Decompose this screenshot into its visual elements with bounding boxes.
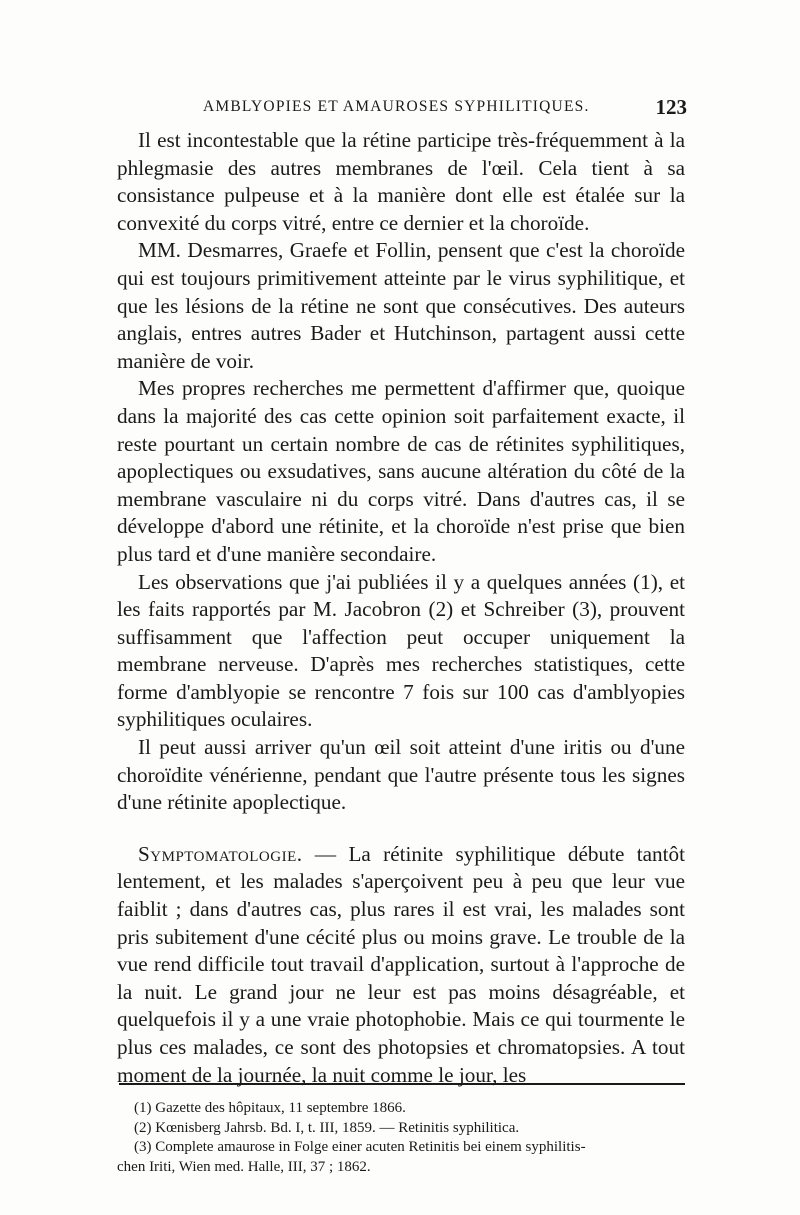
body-text xyxy=(117,127,685,1089)
footnote: (2) Kœnisberg Jahrsb. Bd. I, t. III, 1859. — Retinitis syphilitica. xyxy=(134,1119,520,1136)
paragraph: MM. Desmarres, Graefe et Follin, pensent que c'est la choroïde qui est toujours primitivement atteinte par le virus syphilitique, et que les lésions de la rétine ne sont que consécutives. Des auteurs anglais, entres autres Bader et Hutchinson, partagent aussi cette manière de voir. xyxy=(117,238,685,373)
paragraph: Les observations que j'ai publiées il y a quelques années (1), et les faits rapportés par M. Jacobron (2) et Schreiber (3), prouvent suffisamment que l'affection peut occuper uniquement la membrane nerveuse. D'après mes recherches statistiques, cette forme d'amblyopie se rencontre 7 fois sur 100 cas d'amblyopies syphilitiques oculaires. xyxy=(117,569,685,732)
section-dash: — xyxy=(302,841,349,866)
footnote-rule xyxy=(119,1083,685,1085)
section-heading: Symptomatologie. xyxy=(138,841,303,866)
page-number: 123 xyxy=(655,95,687,119)
footnote: (3) Complete amaurose in Folge einer acuten Retinitis bei einem syphilitis- xyxy=(134,1139,586,1155)
paragraph: Il est incontestable que la rétine participe très-fréquemment à la phlegmasie des autres membranes de l'œil. Cela tient à sa consistance pulpeuse et à la manière dont elle est étalée sur la convexité du corps vitré, entre ce dernier et la choroïde. xyxy=(117,128,685,235)
footnotes xyxy=(117,1099,685,1177)
page-header xyxy=(117,96,687,126)
footnote-continuation: chen Iriti, Wien med. Halle, III, 37 ; 1862. xyxy=(117,1158,371,1175)
symptom-paragraph xyxy=(117,841,685,1089)
paragraph: Mes propres recherches me permettent d'affirmer que, quoique dans la majorité des cas cette opinion soit parfaitement exacte, il reste pourtant un certain nombre de cas de rétinites syphilitiques, apoplectiques ou exsudatives, sans aucune altération du côté de la membrane vasculaire ni du corps vitré. Dans d'autres cas, il se développe d'abord une rétinite, et la choroïde n'est prise que bien plus tard et d'une manière secondaire. xyxy=(117,376,685,566)
footnote: (1) Gazette des hôpitaux, 11 septembre 1866. xyxy=(134,1100,406,1116)
running-title: AMBLYOPIES ET AMAUROSES SYPHILITIQUES. xyxy=(203,98,590,115)
paragraph: Il peut aussi arriver qu'un œil soit atteint d'une iritis ou d'une choroïdite vénérienne, pendant que l'autre présente tous les signes d'une rétinite apoplectique. xyxy=(117,735,685,815)
section-text: La rétinite syphilitique débute tantôt lentement, et les malades s'aperçoivent peu à peu que leur vue faiblit ; dans d'autres cas, plus rares il est vrai, les malades sont pris subitement d'une cécité plus ou moins grave. Le trouble de la vue rend difficile tout travail d'application, surtout à l'approche de la nuit. Le grand jour ne leur est pas moins désagréable, et quelquefois il y a une vraie photophobie. Mais ce qui tourmente le plus ces malades, ce sont des photopsies et chromatopsies. A tout moment de la journée, la nuit comme le jour, les xyxy=(117,841,685,1087)
